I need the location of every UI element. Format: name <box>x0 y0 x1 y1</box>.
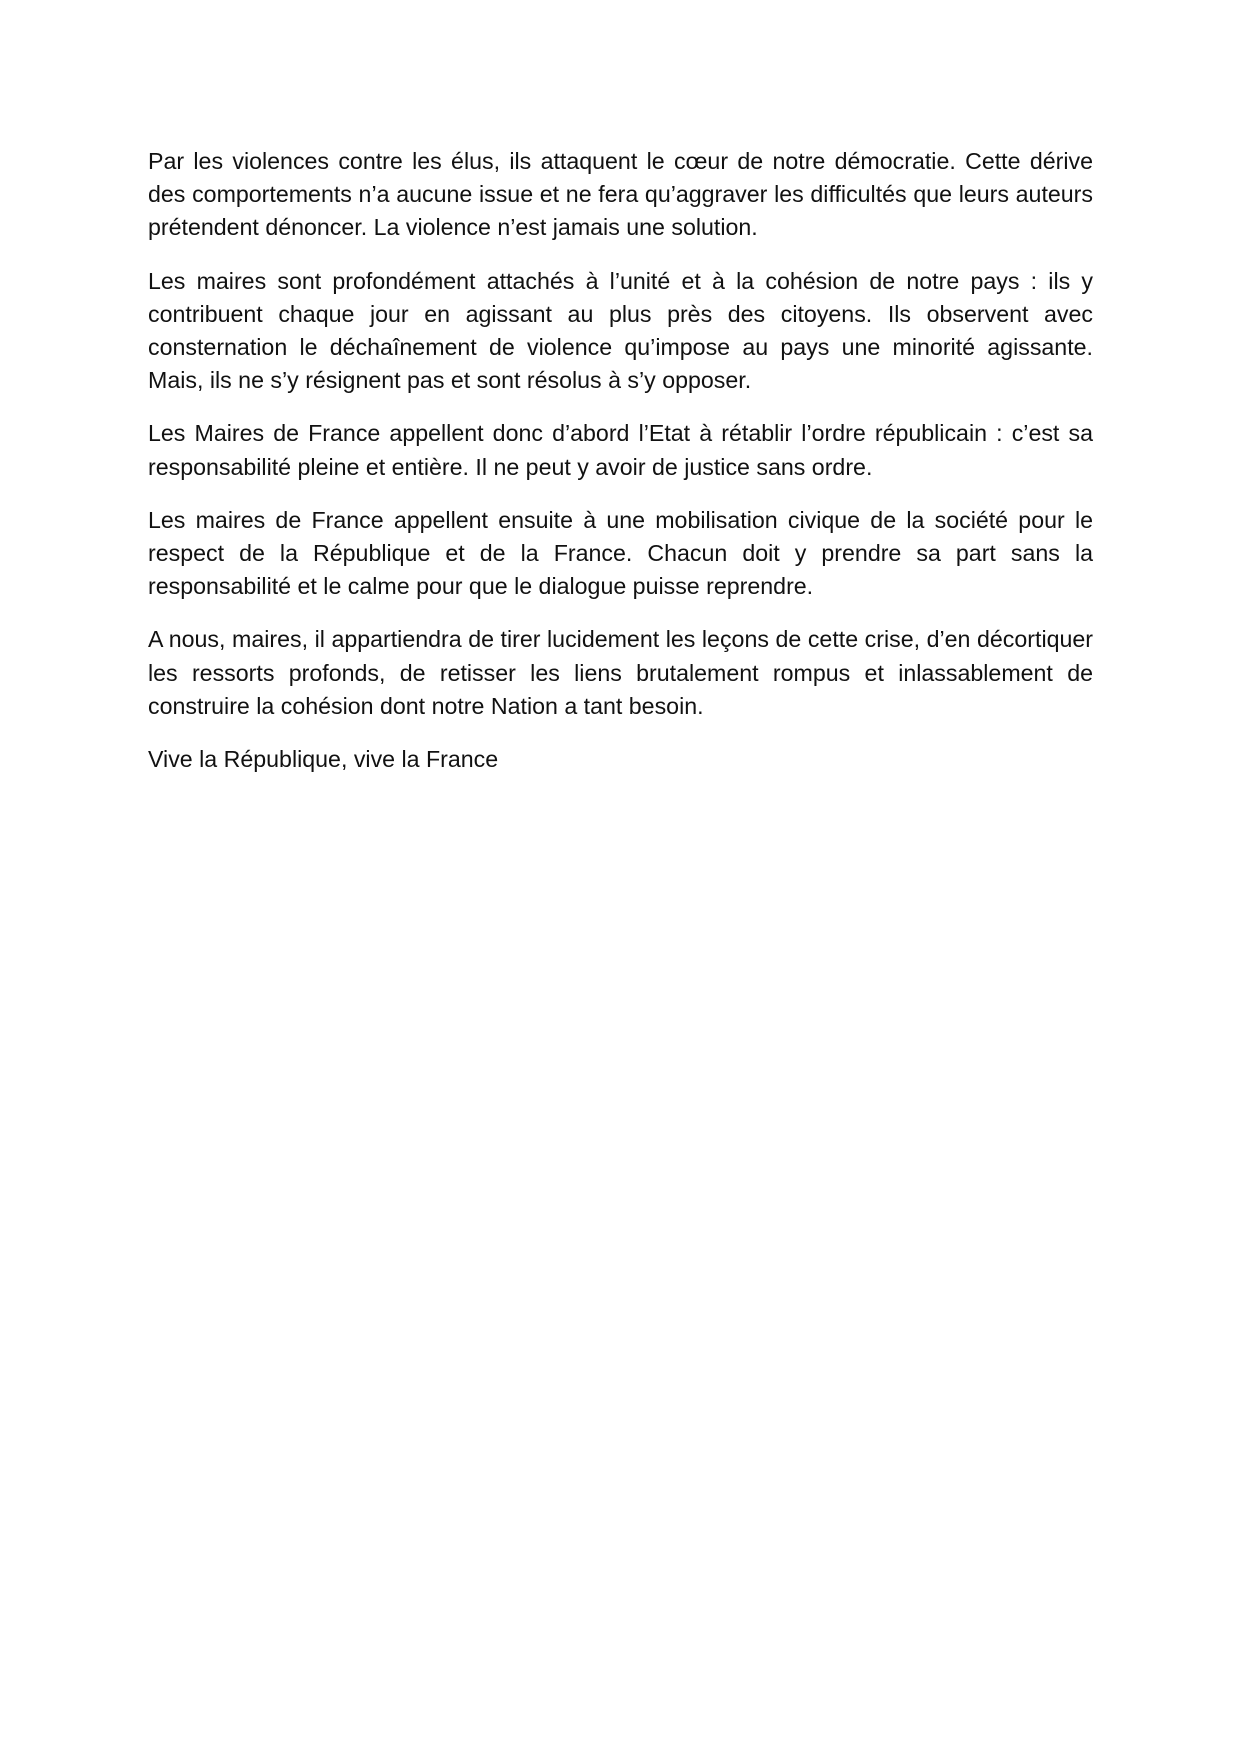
paragraph-lecons-crise: A nous, maires, il appartiendra de tirer lucidement les leçons de cette crise, d’en décortiquer les ressorts profonds, de retisser les liens brutalement rompus et inlassablement de construire la cohésion dont notre Nation a tant besoin. <box>148 626 1093 719</box>
paragraph-mobilisation-civique: Les maires de France appellent ensuite à une mobilisation civique de la société pour le respect de la République et de la France. Chacun doit y prendre sa part sans la responsabilité et le calme pour que le dialogue puisse reprendre. <box>148 506 1093 600</box>
closing-line: Vive la République, vive la France <box>148 746 499 773</box>
document-body <box>148 145 1093 796</box>
paragraph-ordre-republicain: Les Maires de France appellent donc d’abord l’Etat à rétablir l’ordre républicain : c’est sa responsabilité pleine et entière. Il ne peut y avoir de justice sans ordre. <box>148 420 1093 480</box>
paragraph-unite-cohesion: Les maires sont profondément attachés à l’unité et à la cohésion de notre pays : ils y contribuent chaque jour en agissant au plus près des citoyens. Ils observent avec consternation le déchaînement de violence qu’impose au pays une minorité agissante. Mais, ils ne s’y résignent pas et sont résolus à s’y opposer. <box>148 267 1093 394</box>
paragraph-violence-elus: Par les violences contre les élus, ils attaquent le cœur de notre démocratie. Cette dérive des comportements n’a aucune issue et ne fera qu’aggraver les difficultés que leurs auteurs prétendent dénoncer. La violence n’est jamais une solution. <box>148 148 1093 241</box>
